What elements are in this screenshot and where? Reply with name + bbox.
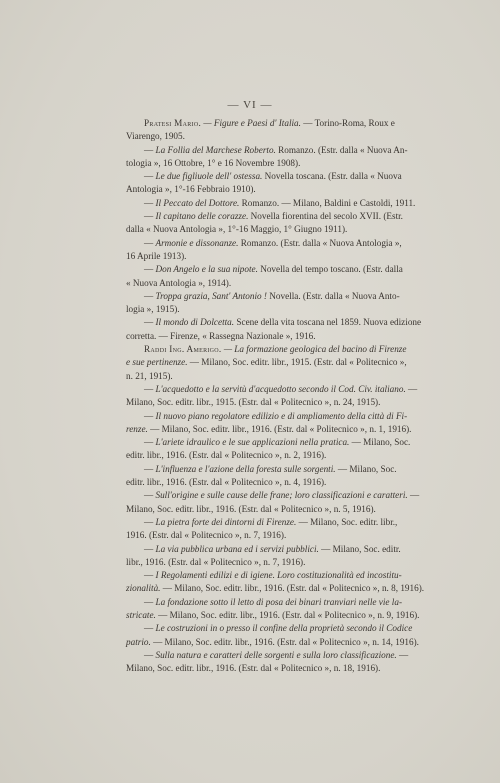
publication-info: — Milano, Soc. editr. libr., 1916. (Estr. dal « Politecnico », n. 14, 1916). (150, 636, 419, 647)
author-name: Pratesi Mario. (144, 118, 202, 128)
list-item (126, 197, 456, 210)
list-item (126, 516, 456, 543)
list-item (126, 410, 456, 437)
work-title: Il mondo di Dolcetta. (155, 317, 235, 328)
list-item (126, 489, 456, 516)
publication-info: — Milano, Soc. (349, 437, 411, 448)
publication-info: dalla « Nuova Antologia », 1°-16 Maggio, 1° Giugno 1911). (126, 224, 348, 235)
publication-info: Milano, Soc. editr. libr., 1916. (Estr. dal « Politecnico », n. 18, 1916). (126, 663, 381, 674)
work-title: La fondazione sotto il letto di posa dei binari tranviari nelle vie la- (155, 596, 402, 607)
list-item (126, 316, 456, 343)
publication-info: — (396, 649, 409, 660)
publication-info: logia », 1915). (126, 304, 180, 315)
publication-info: Novella del tempo toscano. (Estr. dalla (257, 264, 403, 275)
dash: — (144, 171, 154, 182)
publication-info: — (407, 490, 420, 501)
publication-info: « Nuova Antologia », 1914). (126, 277, 232, 288)
list-item (126, 170, 456, 197)
dash: — (144, 317, 154, 328)
work-title: Armonie e dissonanze. (155, 237, 239, 248)
list-item (126, 343, 456, 383)
work-title: Don Angelo e la sua nipote. (155, 264, 258, 275)
work-title: La via pubblica urbana ed i servizi pubblici. (155, 543, 319, 554)
list-item (126, 117, 456, 144)
work-title: I Regolamenti edilizi e di igiene. Loro costituzionalità ed incostitu- (155, 570, 402, 581)
publication-info: Milano, Soc. editr. libr., 1915. (Estr. dal « Politecnico », n. 24, 1915). (126, 397, 381, 408)
dash: — (144, 543, 154, 554)
list-item (126, 622, 456, 649)
dash: — (144, 623, 154, 634)
list-item (126, 543, 456, 570)
work-title: Sull'origine e sulle cause delle frane; loro classificazioni e caratteri. (155, 490, 408, 501)
work-title: Il capitano delle corazze. (155, 211, 249, 222)
dash: — (144, 410, 154, 421)
dash: — (144, 516, 154, 527)
publication-info: Milano, Soc. editr. libr., 1916. (Estr. dal « Politecnico », n. 5, 1916). (126, 503, 376, 514)
publication-info: Viarengo, 1905. (126, 131, 185, 142)
work-title-continued: patrio. (126, 636, 151, 647)
publication-info: libr., 1916. (Estr. dal « Politecnico », n. 7, 1916). (126, 556, 306, 567)
work-title: — Figure e Paesi d' Italia. (203, 118, 301, 128)
publication-info: Antologia », 1°-16 Febbraio 1910). (126, 184, 256, 195)
publication-info: corretta. — Firenze, « Rassegna Nazionale », 1916. (126, 330, 316, 341)
work-title: L'influenza e l'azione della foresta sulle sorgenti. (155, 463, 336, 474)
list-item (126, 569, 456, 596)
dash: — (144, 649, 154, 660)
publication-info: Romanzo. — Milano, Baldini e Castoldi, 1911. (239, 197, 416, 208)
list-item (126, 649, 456, 676)
dash: — (144, 570, 154, 581)
work-title: L'ariete idraulico e le sue applicazioni nella pratica. (155, 437, 350, 448)
work-title: Troppa grazia, Sant' Antonio ! (155, 290, 267, 301)
dash: — (144, 596, 154, 607)
bibliography-list (126, 117, 456, 675)
list-item (126, 237, 456, 264)
work-title: Le due figliuole dell' ostessa. (155, 171, 263, 182)
list-item (126, 596, 456, 623)
work-title: Il nuovo piano regolatore edilizio e di ampliamento della città di Fi- (155, 410, 408, 421)
dash: — (144, 144, 154, 155)
work-title: Il Peccato del Dottore. (155, 197, 240, 208)
work-title: Le costruzioni in o presso il confine della proprietà secondo il Codice (155, 623, 413, 634)
publication-info: Romanzo. (Estr. dalla « Nuova An- (275, 144, 408, 155)
dash: — (144, 463, 154, 474)
work-title: — La formazione geologica del bacino di Firenze (221, 344, 407, 355)
dash: — (144, 211, 154, 222)
list-item (126, 383, 456, 410)
list-item (126, 290, 456, 317)
publication-info: — (405, 383, 418, 394)
list-item (126, 263, 456, 290)
publication-info: — Milano, Soc. (335, 463, 397, 474)
dash: — (144, 264, 154, 275)
publication-info: editr. libr., 1916. (Estr. dal « Politecnico », n. 2, 1916). (126, 450, 327, 461)
author-name: Raddi Ing. Amerigo. (144, 344, 222, 355)
publication-info: 1916. (Estr. dal « Politecnico », n. 7, 1916). (126, 530, 287, 541)
publication-info: — Milano, Soc. editr. libr., 1916. (Estr. dal « Politecnico », n. 8, 1916). (160, 583, 425, 594)
work-title-continued: stricate. (126, 609, 156, 620)
work-title-continued: zionalità. (126, 583, 161, 594)
work-title: La Follia del Marchese Roberto. (155, 144, 276, 155)
publication-info: — Milano, Soc. editr. libr., (296, 516, 398, 527)
work-title: La pietra forte dei dintorni di Firenze. (155, 516, 297, 527)
publication-info: Novella fiorentina del secolo XVII. (Estr. (248, 211, 403, 222)
publication-info: — Torino-Roma, Roux e (300, 118, 395, 128)
publication-info: Scene della vita toscana nel 1859. Nuova edizione (234, 317, 422, 328)
page-number: — VI — (227, 99, 273, 111)
dash: — (144, 290, 154, 301)
publication-info: n. 21, 1915). (126, 370, 173, 381)
publication-info: 16 Aprile 1913). (126, 250, 187, 261)
dash: — (144, 197, 154, 208)
publication-info: — Milano, Soc. editr. libr., 1915. (Estr. dal « Politecnico », (187, 357, 407, 368)
publication-info: editr. libr., 1916. (Estr. dal « Politecnico », n. 4, 1916). (126, 477, 327, 488)
dash: — (144, 490, 154, 501)
dash: — (144, 237, 154, 248)
publication-info: Romanzo. (Estr. dalla « Nuova Antologia », (238, 237, 402, 248)
work-title-continued: renze. (126, 423, 148, 434)
list-item (126, 463, 456, 490)
publication-info: — Milano, Soc. editr. libr., 1916. (Estr. dal « Politecnico », n. 1, 1916). (147, 423, 412, 434)
work-title: L'acquedotto e la servitù d'acquedotto secondo il Cod. Civ. italiano. (155, 383, 406, 394)
publication-info: Novella toscana. (Estr. dalla « Nuova (262, 171, 402, 182)
list-item (126, 436, 456, 463)
work-title-continued: e sue pertinenze. (126, 357, 188, 368)
dash: — (144, 383, 154, 394)
work-title: Sulla natura e caratteri delle sorgenti e sulla loro classificazione. (155, 649, 397, 660)
dash: — (144, 437, 154, 448)
publication-info: Novella. (Estr. dalla « Nuova Anto- (266, 290, 400, 301)
list-item (126, 144, 456, 171)
list-item (126, 210, 456, 237)
publication-info: tologia », 16 Ottobre, 1° e 16 Novembre 1908). (126, 157, 301, 168)
publication-info: — Milano, Soc. editr. libr., 1916. (Estr. dal « Politecnico », n. 9, 1916). (155, 609, 420, 620)
publication-info: — Milano, Soc. editr. (318, 543, 401, 554)
